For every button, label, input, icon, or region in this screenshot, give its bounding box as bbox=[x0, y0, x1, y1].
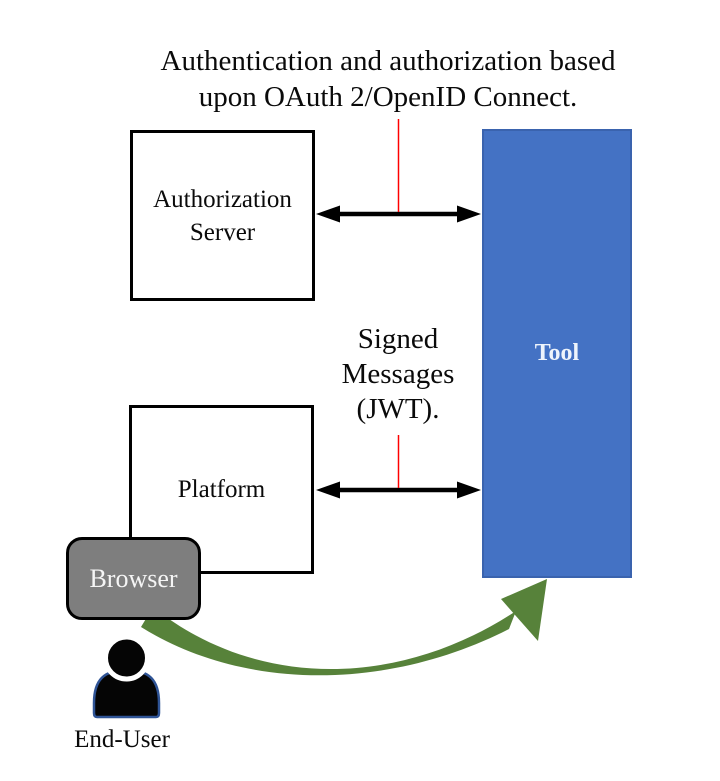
browser-label: Browser bbox=[89, 563, 178, 593]
double-arrow-top bbox=[316, 206, 481, 223]
signed-messages-line-3: (JWT). bbox=[356, 393, 440, 425]
title-line-1: Authentication and authorization based bbox=[160, 45, 616, 77]
authorization-server-label: Authorization Server bbox=[153, 185, 292, 246]
person-icon bbox=[85, 630, 165, 720]
end-user-label: End-User bbox=[74, 726, 170, 753]
green-curved-arrow bbox=[141, 579, 547, 675]
browser-box bbox=[66, 537, 201, 620]
signed-messages-line-1: Signed bbox=[357, 323, 439, 355]
signed-messages-line-2: Messages bbox=[341, 358, 455, 390]
title-line-2: upon OAuth 2/OpenID Connect. bbox=[198, 81, 578, 113]
signed-messages-caption bbox=[303, 322, 493, 427]
double-arrow-bottom bbox=[316, 482, 481, 499]
tool-label: Tool bbox=[534, 340, 580, 366]
platform-label: Platform bbox=[177, 475, 266, 503]
person-head bbox=[106, 637, 148, 679]
person-body bbox=[94, 670, 159, 717]
authorization-server-box bbox=[130, 130, 315, 301]
title-caption bbox=[55, 43, 720, 115]
tool-box bbox=[482, 129, 632, 578]
